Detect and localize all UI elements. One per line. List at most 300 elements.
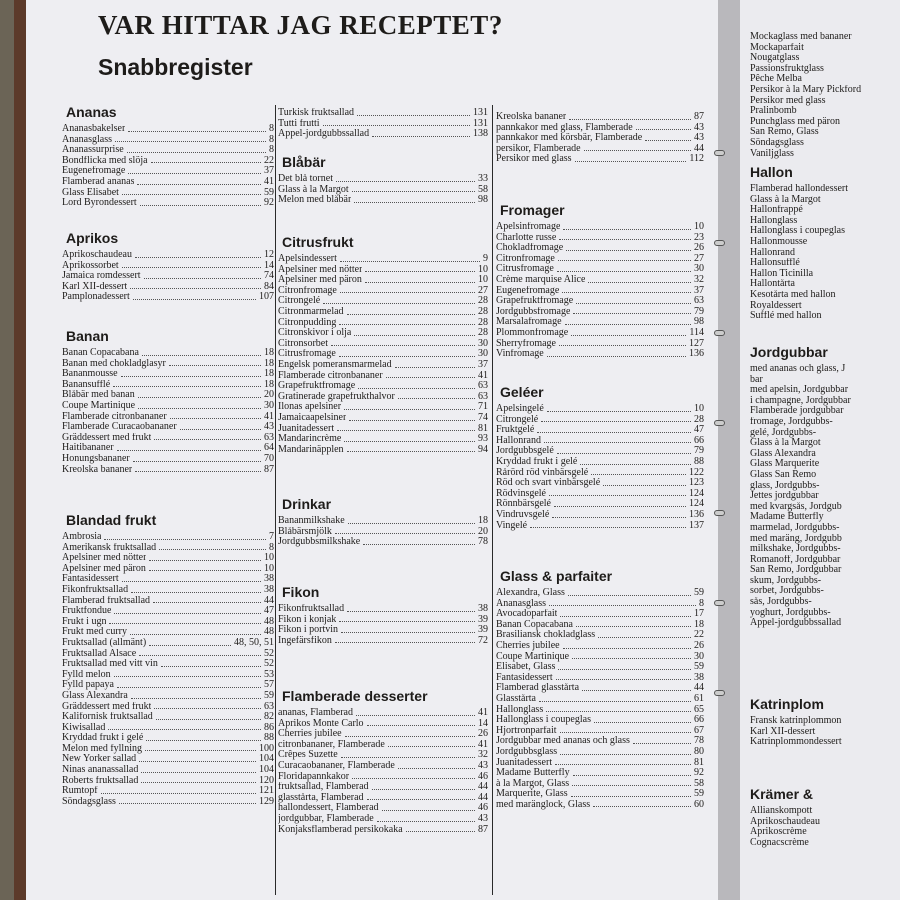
entry-page: 18 — [264, 378, 274, 390]
leader-dots — [117, 687, 261, 688]
index-entry — [496, 264, 704, 275]
leader-dots — [140, 205, 261, 206]
index-entry — [278, 296, 488, 307]
index-entry — [496, 339, 704, 350]
index-section — [496, 198, 704, 360]
index-entry — [62, 454, 274, 465]
entry-page: 41 — [264, 175, 274, 187]
right-page — [740, 0, 900, 900]
entry-page: 66 — [694, 434, 704, 446]
index-entry — [62, 574, 274, 585]
entry-name: Ananasglass — [62, 134, 112, 145]
entry-page: 114 — [689, 326, 704, 338]
entry-name: Kreolska bananer — [62, 464, 133, 475]
leader-dots — [547, 356, 686, 357]
leader-dots — [127, 152, 266, 153]
section-heading: Drinkar — [282, 496, 332, 512]
index-entry — [278, 119, 488, 130]
leader-dots — [558, 260, 691, 261]
index-entry — [278, 445, 488, 456]
leader-dots — [573, 775, 691, 776]
index-entry — [278, 185, 488, 196]
index-entry: yoghurt, Jordgubbs- — [750, 607, 831, 618]
index-entry: Hallonfrappé — [750, 205, 803, 216]
entry-name: Rödvinsgelé — [496, 488, 546, 499]
entry-name: Roberts fruktsallad — [62, 775, 139, 786]
leader-dots — [367, 799, 475, 800]
leader-dots — [349, 420, 475, 421]
entry-name: Ananassurprise — [62, 145, 124, 156]
index-entry — [496, 652, 704, 663]
entry-name: Plommonfromage — [496, 327, 569, 338]
index-entry — [278, 761, 488, 772]
entry-name: à la Margot, Glass — [496, 778, 570, 789]
leader-dots — [142, 355, 261, 356]
leader-dots — [154, 708, 261, 709]
index-entry — [496, 123, 704, 134]
entry-page: 59 — [694, 788, 704, 800]
index-entry — [496, 425, 704, 436]
index-entry: Pêche Melba — [750, 74, 802, 85]
leader-dots — [180, 429, 261, 430]
leader-dots — [114, 676, 261, 677]
leader-dots — [354, 335, 475, 336]
entry-name: Jamaicaapelsiner — [278, 412, 347, 423]
section-heading: Fromager — [500, 202, 565, 218]
index-entry — [62, 733, 274, 744]
entry-page: 136 — [689, 348, 704, 360]
leader-dots — [144, 278, 261, 279]
index-entry — [62, 261, 274, 272]
leader-dots — [347, 314, 475, 315]
entry-name: Fylld melon — [62, 669, 111, 680]
entry-name: Hallonglass — [496, 704, 544, 715]
entry-page: 65 — [694, 703, 704, 715]
index-section — [62, 100, 274, 209]
entry-name: Jordgubbsmilkshake — [278, 537, 361, 548]
index-entry — [278, 371, 488, 382]
index-entry — [496, 317, 704, 328]
index-entry — [278, 793, 488, 804]
index-entry — [62, 401, 274, 412]
index-entry: Hallon Ticinilla — [750, 268, 814, 279]
entry-page: 59 — [264, 186, 274, 198]
leader-dots — [131, 592, 261, 593]
index-entry: med apelsin, Jordgubbar — [750, 385, 849, 396]
entry-name: Marsalafromage — [496, 317, 562, 328]
entry-name: Fruktfondue — [62, 606, 112, 617]
section-heading: Glass & parfaiter — [500, 568, 613, 584]
leader-dots — [530, 527, 686, 528]
index-entry: Glass à la Margot — [750, 194, 821, 205]
index-entry: Hallonglass i coupeglas — [750, 226, 845, 237]
entry-page: 43 — [694, 132, 704, 144]
binder-ring — [714, 150, 725, 156]
index-entry — [62, 754, 274, 765]
section-heading: Katrinplom — [750, 696, 824, 712]
index-entry: i champagne, Jordgubbar — [750, 395, 851, 406]
entry-name: Eugenefromage — [496, 285, 560, 296]
entry-name: Fikonfruktsallad — [62, 584, 129, 595]
entry-page: 127 — [689, 337, 704, 349]
entry-page: 71 — [478, 401, 488, 413]
entry-page: 98 — [478, 194, 488, 206]
index-entry: Mockaparfait — [750, 42, 804, 53]
index-entry — [62, 649, 274, 660]
entry-page: 9 — [483, 253, 488, 264]
leader-dots — [169, 365, 261, 366]
entry-page: 8 — [699, 597, 704, 609]
entry-name: Söndagsglass — [62, 796, 116, 807]
column-divider — [275, 105, 276, 895]
index-entry — [496, 328, 704, 339]
leader-dots — [113, 386, 261, 387]
index-entry — [496, 457, 704, 468]
entry-page: 59 — [264, 689, 274, 701]
index-entry — [62, 250, 274, 261]
entry-page: 43 — [478, 812, 488, 824]
entry-name: Flamberad glasstårta — [496, 683, 580, 694]
entry-page: 67 — [694, 724, 704, 736]
entry-page: 18 — [264, 357, 274, 369]
index-entry — [496, 349, 704, 360]
entry-page: 38 — [694, 671, 704, 683]
entry-page: 98 — [694, 316, 704, 328]
entry-page: 59 — [694, 661, 704, 673]
entry-name: Gratinerade grapefrukthalvor — [278, 391, 395, 402]
index-entry — [62, 282, 274, 293]
leader-dots — [139, 761, 256, 762]
index-entry — [278, 360, 488, 371]
entry-name: Aprikossorbet — [62, 260, 119, 271]
entry-name: Banansufflé — [62, 379, 111, 390]
index-entry — [496, 144, 704, 155]
section-heading: Aprikos — [66, 230, 119, 246]
section-heading: Citrusfrukt — [282, 234, 354, 250]
entry-name: Banan med chokladglasyr — [62, 358, 166, 369]
index-entry: Madame Butterfly — [750, 512, 824, 523]
entry-name: Tutti frutti — [278, 118, 320, 129]
entry-page: 28 — [478, 295, 488, 307]
entry-name: pannkakor med glass, Flamberade — [496, 122, 633, 133]
entry-name: Fruktsallad Alsace — [62, 648, 137, 659]
entry-name: Alexandra, Glass — [496, 588, 565, 598]
leader-dots — [537, 432, 691, 433]
leader-dots — [575, 161, 687, 162]
entry-name: med maränglock, Glass — [496, 799, 591, 810]
entry-page: 18 — [264, 347, 274, 358]
index-entry — [62, 390, 274, 401]
entry-name: Avocadoparfait — [496, 609, 558, 620]
leader-dots — [135, 257, 261, 258]
entry-name: Ninas ananassallad — [62, 765, 139, 776]
entry-page: 63 — [478, 380, 488, 392]
entry-page: 92 — [694, 767, 704, 779]
entry-name: Ananasglass — [496, 598, 546, 609]
leader-dots — [559, 239, 691, 240]
entry-page: 48, 50, 51 — [234, 636, 274, 648]
binder-ring — [714, 690, 725, 696]
index-entry — [62, 585, 274, 596]
leader-dots — [156, 719, 261, 720]
left-page — [26, 0, 718, 900]
index-entry: med maräng, Jordgubb — [750, 533, 842, 544]
index-entry — [496, 789, 704, 800]
index-entry — [496, 446, 704, 457]
entry-page: 88 — [694, 455, 704, 467]
entry-page: 33 — [478, 173, 488, 184]
index-entry: Söndagsglass — [750, 137, 804, 148]
leader-dots — [335, 642, 475, 643]
entry-page: 44 — [478, 781, 488, 793]
entry-page: 48 — [264, 615, 274, 627]
leader-dots — [559, 345, 686, 346]
leader-dots — [133, 461, 261, 462]
entry-name: Citronfromage — [278, 285, 337, 296]
leader-dots — [130, 634, 261, 635]
entry-name: Karl XII-dessert — [62, 281, 128, 292]
entry-name: Jordgubbar med ananas och glass — [496, 736, 630, 747]
entry-name: Elisabet, Glass — [496, 662, 556, 673]
leader-dots — [645, 140, 691, 141]
entry-page: 44 — [478, 791, 488, 803]
leader-dots — [109, 623, 261, 624]
index-section — [278, 150, 488, 206]
index-entry — [62, 433, 274, 444]
index-entry: Persikor à la Mary Pickford — [750, 84, 862, 95]
entry-name: Aprikos Monte Carlo — [278, 718, 364, 729]
leader-dots — [161, 666, 261, 667]
index-section — [750, 160, 900, 322]
leader-dots — [323, 125, 470, 126]
entry-page: 122 — [689, 466, 704, 478]
entry-page: 43 — [264, 421, 274, 433]
entry-name: Flamberad ananas — [62, 176, 135, 187]
index-entry: Hallonrand — [750, 247, 795, 258]
entry-page: 82 — [264, 711, 274, 723]
entry-name: Marquerite, Glass — [496, 789, 568, 800]
leader-dots — [131, 698, 261, 699]
entry-page: 30 — [264, 399, 274, 411]
entry-page: 63 — [694, 295, 704, 307]
entry-name: Lord Byrondessert — [62, 198, 137, 209]
entry-page: 46 — [478, 802, 488, 814]
leader-dots — [636, 129, 691, 130]
entry-name: Aprikoschaudeau — [62, 250, 132, 260]
index-entry: Nougatglass — [750, 53, 800, 64]
index-entry: Persikor med glass — [750, 95, 826, 106]
index-entry: Hallontårta — [750, 279, 795, 290]
leader-dots — [128, 173, 261, 174]
entry-page: 41 — [478, 738, 488, 750]
entry-name: Jordgubbsgelé — [496, 446, 554, 457]
index-entry — [62, 691, 274, 702]
index-entry: sorbet, Jordgubbs- — [750, 586, 824, 597]
leader-dots — [541, 421, 691, 422]
entry-name: Det blå tornet — [278, 174, 333, 184]
index-entry — [62, 553, 274, 564]
entry-name: Chokladfromage — [496, 243, 564, 254]
index-entry — [278, 424, 488, 435]
index-entry — [278, 328, 488, 339]
leader-dots — [573, 313, 691, 314]
entry-name: Vindruvsgelé — [496, 509, 550, 520]
index-entry — [496, 222, 704, 233]
entry-page: 124 — [689, 487, 704, 499]
entry-page: 53 — [264, 668, 274, 680]
leader-dots — [398, 768, 475, 769]
entry-name: Crêpes Suzette — [278, 750, 338, 761]
index-entry — [496, 436, 704, 447]
entry-name: Citrusfromage — [278, 349, 336, 360]
entry-name: Glass à la Margot — [278, 184, 349, 195]
leader-dots — [563, 648, 691, 649]
leader-dots — [556, 679, 691, 680]
entry-page: 28 — [694, 413, 704, 425]
leader-dots — [388, 746, 475, 747]
index-entry: Hallonmousse — [750, 236, 808, 247]
index-entry — [278, 604, 488, 615]
entry-page: 93 — [478, 433, 488, 445]
index-entry: Glass Marquerite — [750, 459, 820, 470]
entry-page: 64 — [264, 442, 274, 454]
leader-dots — [357, 115, 470, 116]
entry-page: 12 — [264, 249, 274, 260]
entry-name: Coupe Martinique — [496, 651, 570, 662]
entry-name: Jamaica romdessert — [62, 271, 141, 282]
index-section — [62, 324, 274, 475]
entry-page: 100 — [259, 742, 274, 754]
index-entry — [278, 413, 488, 424]
index-entry: Vaniljglass — [750, 148, 794, 159]
entry-page: 63 — [264, 431, 274, 443]
entry-page: 81 — [694, 756, 704, 768]
index-entry — [496, 296, 704, 307]
leader-dots — [104, 539, 266, 540]
entry-name: Kryddad frukt i gelé — [62, 733, 144, 744]
index-entry — [278, 275, 488, 286]
entry-name: Citrusfromage — [496, 264, 554, 275]
entry-page: 46 — [478, 770, 488, 782]
entry-page: 14 — [264, 259, 274, 271]
index-entry: Hallonglass — [750, 215, 798, 226]
entry-name: Frukt i ugn — [62, 616, 107, 627]
section-heading: Fikon — [282, 584, 320, 600]
entry-name: Melon med fyllning — [62, 743, 142, 754]
index-entry: Passionsfruktglass — [750, 63, 824, 74]
index-entry — [278, 527, 488, 538]
leader-dots — [348, 523, 475, 524]
index-entry — [62, 702, 274, 713]
entry-page: 60 — [694, 798, 704, 810]
entry-name: Jordgubbsfromage — [496, 306, 571, 317]
entry-page: 129 — [259, 795, 274, 807]
leader-dots — [363, 544, 475, 545]
index-entry — [278, 782, 488, 793]
leader-dots — [594, 722, 691, 723]
index-entry — [496, 243, 704, 254]
index-entry — [62, 177, 274, 188]
entry-page: 30 — [694, 263, 704, 275]
entry-name: Röd och svart vinbärsgelé — [496, 478, 601, 489]
index-entry: fromage, Jordgubbs- — [750, 416, 833, 427]
entry-page: 104 — [259, 753, 274, 765]
entry-name: Honungsbananer — [62, 453, 130, 464]
index-entry — [278, 537, 488, 548]
leader-dots — [539, 701, 691, 702]
entry-page: 86 — [264, 721, 274, 733]
index-entry: Karl XII-dessert — [750, 726, 816, 737]
entry-page: 8 — [269, 133, 274, 145]
index-entry — [62, 292, 274, 303]
entry-name: Banan Copacabana — [62, 348, 139, 358]
index-entry — [62, 596, 274, 607]
leader-dots — [122, 581, 261, 582]
leader-dots — [122, 194, 261, 195]
index-entry — [278, 339, 488, 350]
entry-page: 131 — [473, 107, 488, 118]
entry-page: 38 — [478, 603, 488, 614]
entry-name: Fruktgelé — [496, 425, 535, 436]
index-entry — [62, 659, 274, 670]
index-entry — [496, 404, 704, 415]
index-entry: Sufflé med hallon — [750, 311, 822, 322]
entry-name: Haitibananer — [62, 443, 114, 454]
index-entry: med kvargsås, Jordgub — [750, 501, 842, 512]
leader-dots — [557, 271, 691, 272]
leader-dots — [137, 184, 261, 185]
entry-page: 20 — [264, 389, 274, 401]
leader-dots — [598, 637, 691, 638]
entry-name: Blåbär med banan — [62, 390, 135, 401]
index-entry — [62, 145, 274, 156]
section-heading: Blandad frukt — [66, 512, 157, 528]
leader-dots — [339, 324, 475, 325]
index-section — [62, 226, 274, 303]
entry-page: 18 — [478, 515, 488, 526]
entry-page: 74 — [478, 411, 488, 423]
index-entry — [278, 516, 488, 527]
index-section — [750, 692, 900, 748]
entry-name: Hjortronparfait — [496, 725, 557, 736]
entry-page: 88 — [264, 732, 274, 744]
entry-name: Rumtopf — [62, 786, 98, 797]
leader-dots — [122, 267, 261, 268]
index-section — [496, 112, 704, 165]
index-section — [496, 380, 704, 531]
entry-page: 138 — [473, 128, 488, 140]
entry-name: Brasiliansk chokladglass — [496, 630, 596, 641]
entry-name: Citronpudding — [278, 317, 337, 328]
index-section — [62, 508, 274, 807]
entry-name: Apelsiner med nötter — [62, 553, 147, 564]
leader-dots — [365, 271, 475, 272]
index-entry — [62, 412, 274, 423]
index-entry — [496, 609, 704, 620]
entry-page: 112 — [689, 153, 704, 165]
entry-name: jordgubbar, Flamberade — [278, 813, 374, 824]
entry-name: Grapefruktfromage — [496, 296, 574, 307]
index-entry — [62, 188, 274, 199]
leader-dots — [386, 377, 475, 378]
entry-name: fruktsallad, Flamberad — [278, 782, 369, 793]
entry-name: glasstårta, Flamberad — [278, 792, 364, 803]
index-entry — [496, 758, 704, 769]
entry-name: Melon med blåbär — [278, 195, 352, 206]
entry-name: Apelsiner med nötter — [278, 264, 363, 275]
leader-dots — [549, 605, 696, 606]
index-entry — [278, 740, 488, 751]
